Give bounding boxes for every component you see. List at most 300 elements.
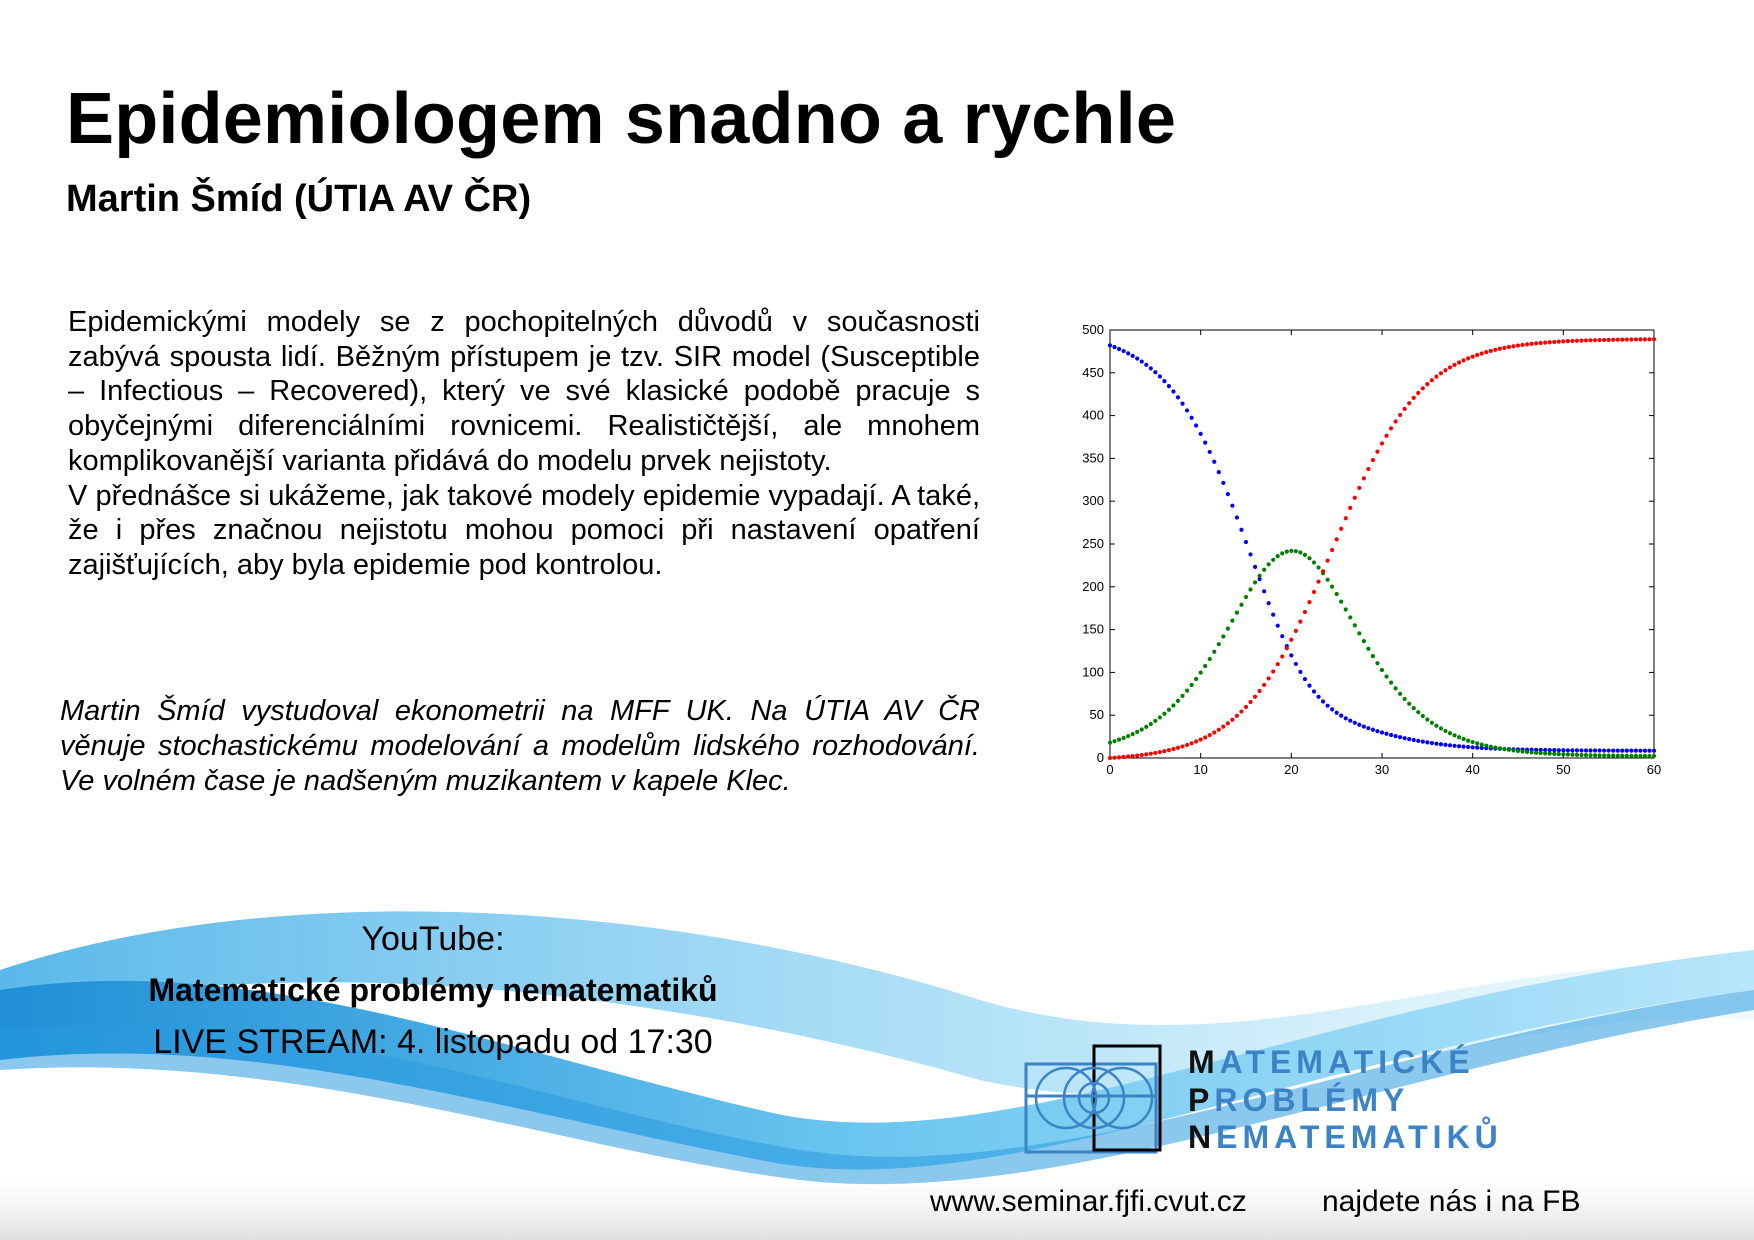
data-point-i — [1258, 574, 1262, 578]
data-point-r — [1285, 646, 1289, 650]
data-point-i — [1199, 671, 1203, 675]
data-point-r — [1108, 756, 1112, 760]
x-tick-label: 30 — [1374, 762, 1390, 777]
data-point-i — [1171, 703, 1175, 707]
data-point-s — [1588, 748, 1592, 752]
data-point-s — [1108, 343, 1112, 347]
x-tick-label: 10 — [1193, 762, 1208, 777]
data-point-i — [1235, 611, 1239, 615]
data-point-i — [1502, 747, 1506, 751]
data-point-i — [1462, 737, 1466, 741]
data-point-r — [1348, 506, 1352, 510]
data-point-i — [1412, 706, 1416, 710]
data-point-r — [1416, 391, 1420, 395]
data-point-i — [1153, 719, 1157, 723]
data-point-r — [1425, 382, 1429, 386]
data-point-r — [1321, 569, 1325, 573]
data-point-i — [1561, 752, 1565, 756]
data-point-r — [1248, 700, 1252, 704]
data-point-i — [1430, 721, 1434, 725]
data-point-r — [1557, 340, 1561, 344]
data-point-s — [1217, 470, 1221, 474]
y-tick-label: 200 — [1082, 578, 1104, 594]
data-point-i — [1557, 752, 1561, 756]
data-point-r — [1167, 748, 1171, 752]
data-point-r — [1629, 337, 1633, 341]
data-point-i — [1588, 753, 1592, 757]
data-point-r — [1203, 735, 1207, 739]
data-point-i — [1525, 750, 1529, 754]
data-point-s — [1380, 730, 1384, 734]
data-point-i — [1543, 751, 1547, 755]
youtube-channel-name: Matematické problémy nematematiků — [148, 972, 718, 1008]
x-tick-label: 20 — [1284, 762, 1299, 777]
data-point-i — [1253, 580, 1257, 584]
data-point-s — [1412, 738, 1416, 742]
data-point-s — [1357, 723, 1361, 727]
data-point-r — [1267, 676, 1271, 680]
data-point-s — [1593, 748, 1597, 752]
data-point-r — [1149, 752, 1153, 756]
data-point-i — [1530, 750, 1534, 754]
y-tick-label: 500 — [1082, 322, 1104, 337]
data-point-s — [1307, 684, 1311, 688]
data-point-r — [1253, 695, 1257, 699]
abstract-paragraph-1: Epidemickými modely se z pochopitelných důvodů v současnosti zabývá spousta lidí. Běžným přístupem je tzv. SIR model (Susceptible – Infectious – Recovered), který ve své klasické podobě pracuje s obyčejnými diferenciálními rovnicemi. Realističtější, ale mnohem komplikovanější varianta přidává do modelu prvek nejistoty. — [68, 306, 980, 477]
data-point-i — [1416, 710, 1420, 714]
data-point-i — [1348, 615, 1352, 619]
data-point-s — [1158, 374, 1162, 378]
data-point-i — [1407, 702, 1411, 706]
data-point-i — [1162, 712, 1166, 716]
data-point-i — [1507, 748, 1511, 752]
data-point-r — [1602, 338, 1606, 342]
data-point-r — [1566, 339, 1570, 343]
data-point-i — [1140, 727, 1144, 731]
x-tick-label: 60 — [1646, 762, 1662, 777]
data-point-s — [1457, 744, 1461, 748]
data-point-s — [1144, 363, 1148, 367]
data-point-r — [1575, 339, 1579, 343]
plot-frame — [1110, 330, 1654, 758]
data-point-r — [1480, 351, 1484, 355]
data-point-r — [1407, 401, 1411, 405]
data-point-i — [1425, 717, 1429, 721]
data-point-r — [1289, 638, 1293, 642]
data-point-r — [1140, 753, 1144, 757]
data-point-s — [1557, 748, 1561, 752]
data-point-r — [1475, 353, 1479, 357]
y-tick-label: 150 — [1082, 621, 1104, 637]
data-point-i — [1149, 722, 1153, 726]
data-point-r — [1448, 365, 1452, 369]
data-point-i — [1167, 708, 1171, 712]
data-point-i — [1380, 668, 1384, 672]
data-point-r — [1430, 378, 1434, 382]
data-point-i — [1285, 550, 1289, 554]
data-point-r — [1543, 340, 1547, 344]
y-tick-label: 400 — [1082, 407, 1104, 423]
data-point-i — [1158, 715, 1162, 719]
data-point-i — [1226, 626, 1230, 630]
data-point-r — [1403, 407, 1407, 411]
data-point-s — [1180, 402, 1184, 406]
data-point-s — [1362, 724, 1366, 728]
data-point-s — [1452, 744, 1456, 748]
data-point-r — [1507, 345, 1511, 349]
data-point-r — [1344, 516, 1348, 520]
data-point-s — [1185, 408, 1189, 412]
data-point-r — [1112, 756, 1116, 760]
data-point-r — [1607, 338, 1611, 342]
data-point-i — [1638, 754, 1642, 758]
data-point-s — [1425, 740, 1429, 744]
data-point-i — [1611, 754, 1615, 758]
data-point-r — [1190, 741, 1194, 745]
data-point-i — [1230, 619, 1234, 623]
data-point-r — [1158, 750, 1162, 754]
data-point-i — [1185, 689, 1189, 693]
data-point-r — [1131, 754, 1135, 758]
data-point-s — [1171, 389, 1175, 393]
data-point-i — [1217, 642, 1221, 646]
data-point-r — [1326, 559, 1330, 563]
data-point-s — [1430, 741, 1434, 745]
data-point-r — [1539, 341, 1543, 345]
data-point-r — [1647, 337, 1651, 341]
data-point-r — [1466, 356, 1470, 360]
logo-initial-m: M — [1188, 1044, 1220, 1080]
data-point-i — [1144, 725, 1148, 729]
data-point-s — [1475, 746, 1479, 750]
data-point-r — [1588, 338, 1592, 342]
data-point-r — [1366, 467, 1370, 471]
data-point-i — [1344, 607, 1348, 611]
data-point-i — [1434, 724, 1438, 728]
data-point-r — [1262, 683, 1266, 687]
data-point-i — [1480, 742, 1484, 746]
data-point-s — [1235, 515, 1239, 519]
data-point-r — [1194, 739, 1198, 743]
data-point-s — [1153, 370, 1157, 374]
data-point-s — [1294, 662, 1298, 666]
data-point-i — [1366, 647, 1370, 651]
data-point-r — [1484, 350, 1488, 354]
data-point-s — [1271, 613, 1275, 617]
data-point-s — [1221, 481, 1225, 485]
data-point-s — [1466, 745, 1470, 749]
data-point-s — [1262, 589, 1266, 593]
data-point-r — [1489, 349, 1493, 353]
data-point-r — [1312, 590, 1316, 594]
data-point-i — [1194, 677, 1198, 681]
data-point-r — [1276, 662, 1280, 666]
data-point-r — [1439, 371, 1443, 375]
data-point-s — [1434, 742, 1438, 746]
data-point-r — [1620, 338, 1624, 342]
data-point-i — [1316, 565, 1320, 569]
data-point-s — [1131, 354, 1135, 358]
data-point-s — [1199, 432, 1203, 436]
data-point-i — [1271, 558, 1275, 562]
data-point-s — [1384, 732, 1388, 736]
data-point-i — [1466, 738, 1470, 742]
data-point-i — [1394, 686, 1398, 690]
data-point-i — [1516, 749, 1520, 753]
data-point-s — [1561, 748, 1565, 752]
data-point-s — [1122, 349, 1126, 353]
data-point-s — [1634, 749, 1638, 753]
data-point-r — [1122, 755, 1126, 759]
data-point-r — [1462, 358, 1466, 362]
data-point-s — [1371, 728, 1375, 732]
data-point-r — [1339, 527, 1343, 531]
data-point-s — [1584, 748, 1588, 752]
data-point-i — [1122, 736, 1126, 740]
data-point-r — [1398, 413, 1402, 417]
data-point-r — [1516, 343, 1520, 347]
data-point-r — [1457, 360, 1461, 364]
data-point-i — [1634, 754, 1638, 758]
data-point-r — [1525, 342, 1529, 346]
data-point-r — [1643, 337, 1647, 341]
data-point-s — [1140, 359, 1144, 363]
data-point-s — [1194, 423, 1198, 427]
data-point-i — [1339, 600, 1343, 604]
data-point-s — [1602, 748, 1606, 752]
y-tick-label: 100 — [1082, 664, 1104, 680]
data-point-i — [1643, 754, 1647, 758]
sir-model-chart — [1060, 310, 1670, 790]
data-point-i — [1298, 550, 1302, 554]
live-stream-date: LIVE STREAM: 4. listopadu od 17:30 — [153, 1023, 713, 1061]
data-point-r — [1162, 749, 1166, 753]
data-point-r — [1271, 669, 1275, 673]
data-point-s — [1280, 634, 1284, 638]
data-point-s — [1321, 699, 1325, 703]
data-point-s — [1375, 729, 1379, 733]
y-tick-label: 0 — [1096, 750, 1104, 765]
data-point-i — [1398, 692, 1402, 696]
data-point-s — [1312, 689, 1316, 693]
data-point-s — [1348, 719, 1352, 723]
data-point-s — [1167, 384, 1171, 388]
data-point-r — [1502, 346, 1506, 350]
data-point-r — [1117, 755, 1121, 759]
data-point-i — [1448, 731, 1452, 735]
data-point-r — [1244, 705, 1248, 709]
data-point-r — [1135, 753, 1139, 757]
data-point-r — [1552, 340, 1556, 344]
logo-text-line-1 — [1188, 1044, 1475, 1081]
data-point-i — [1498, 746, 1502, 750]
data-point-i — [1362, 639, 1366, 643]
data-point-r — [1371, 458, 1375, 462]
data-point-i — [1326, 578, 1330, 582]
page-title: Epidemiologem snadno a rychle — [66, 79, 1177, 159]
data-point-s — [1652, 749, 1656, 753]
speaker-bio: Martin Šmíd vystudoval ekonometrii na MFF UK. Na ÚTIA AV ČR věnuje stochastickému modelování a modelům lidského rozhodování. Ve volném čase je nadšeným muzikantem v kapele Klec. — [60, 695, 980, 797]
data-point-i — [1112, 739, 1116, 743]
data-point-s — [1643, 749, 1647, 753]
data-point-i — [1294, 549, 1298, 553]
data-point-r — [1217, 728, 1221, 732]
data-point-i — [1280, 551, 1284, 555]
data-point-r — [1561, 339, 1565, 343]
data-point-r — [1384, 434, 1388, 438]
data-point-r — [1294, 629, 1298, 633]
data-point-r — [1511, 344, 1515, 348]
data-point-i — [1520, 749, 1524, 753]
data-point-i — [1602, 753, 1606, 757]
data-point-i — [1566, 752, 1570, 756]
data-point-r — [1579, 338, 1583, 342]
facebook-note: najdete nás i na FB — [1322, 1185, 1581, 1218]
data-point-r — [1330, 548, 1334, 552]
data-point-r — [1380, 441, 1384, 445]
data-point-s — [1298, 670, 1302, 674]
data-point-r — [1593, 338, 1597, 342]
data-point-r — [1176, 746, 1180, 750]
data-point-s — [1239, 528, 1243, 532]
data-point-r — [1239, 709, 1243, 713]
data-point-s — [1176, 395, 1180, 399]
data-point-s — [1598, 748, 1602, 752]
data-point-r — [1280, 654, 1284, 658]
data-point-s — [1403, 736, 1407, 740]
data-point-i — [1421, 714, 1425, 718]
data-point-r — [1362, 476, 1366, 480]
data-point-i — [1276, 554, 1280, 558]
data-point-i — [1534, 751, 1538, 755]
data-point-s — [1471, 745, 1475, 749]
data-point-i — [1570, 753, 1574, 757]
data-point-s — [1611, 748, 1615, 752]
data-point-i — [1126, 734, 1130, 738]
data-point-i — [1307, 556, 1311, 560]
data-point-r — [1611, 338, 1615, 342]
data-point-i — [1135, 730, 1139, 734]
data-point-r — [1548, 340, 1552, 344]
data-point-s — [1407, 737, 1411, 741]
data-point-i — [1289, 549, 1293, 553]
data-point-s — [1117, 347, 1121, 351]
data-point-s — [1389, 733, 1393, 737]
data-point-r — [1534, 341, 1538, 345]
data-point-i — [1262, 568, 1266, 572]
data-point-i — [1303, 553, 1307, 557]
data-point-s — [1253, 565, 1257, 569]
data-point-s — [1439, 742, 1443, 746]
data-point-i — [1598, 753, 1602, 757]
data-point-i — [1584, 753, 1588, 757]
data-point-i — [1244, 595, 1248, 599]
data-point-r — [1221, 725, 1225, 729]
data-point-r — [1258, 689, 1262, 693]
data-point-i — [1357, 631, 1361, 635]
data-point-s — [1647, 749, 1651, 753]
data-point-r — [1652, 337, 1656, 341]
data-point-r — [1434, 375, 1438, 379]
data-point-s — [1112, 345, 1116, 349]
data-point-r — [1375, 450, 1379, 454]
data-point-s — [1335, 711, 1339, 715]
data-point-r — [1153, 751, 1157, 755]
logo-text-line-2 — [1188, 1082, 1409, 1119]
data-point-i — [1190, 683, 1194, 687]
data-point-s — [1416, 739, 1420, 743]
data-point-i — [1221, 634, 1225, 638]
data-point-s — [1552, 748, 1556, 752]
data-point-s — [1625, 749, 1629, 753]
data-point-i — [1579, 753, 1583, 757]
data-point-i — [1452, 733, 1456, 737]
data-point-s — [1330, 707, 1334, 711]
data-point-r — [1357, 486, 1361, 490]
data-point-r — [1443, 368, 1447, 372]
data-point-s — [1276, 624, 1280, 628]
logo-text-line-3 — [1188, 1119, 1503, 1156]
data-point-r — [1335, 537, 1339, 541]
data-point-s — [1135, 356, 1139, 360]
website-link[interactable]: www.seminar.fjfi.cvut.cz — [930, 1185, 1247, 1218]
data-point-s — [1203, 441, 1207, 445]
data-point-i — [1616, 754, 1620, 758]
data-point-i — [1475, 741, 1479, 745]
data-point-i — [1511, 748, 1515, 752]
data-point-s — [1421, 740, 1425, 744]
logo-text-rest-3: EMATEMATIKŮ — [1216, 1119, 1503, 1155]
data-point-r — [1226, 721, 1230, 725]
data-point-s — [1620, 749, 1624, 753]
data-point-i — [1203, 664, 1207, 668]
data-point-s — [1126, 351, 1130, 355]
data-point-r — [1171, 747, 1175, 751]
data-point-i — [1335, 592, 1339, 596]
data-point-s — [1289, 653, 1293, 657]
data-point-i — [1539, 751, 1543, 755]
abstract-text — [68, 305, 980, 583]
data-point-s — [1638, 749, 1642, 753]
data-point-r — [1530, 342, 1534, 346]
seminar-logo-icon — [1024, 1042, 1164, 1154]
data-point-s — [1398, 735, 1402, 739]
data-point-s — [1579, 748, 1583, 752]
data-point-r — [1185, 743, 1189, 747]
data-point-i — [1176, 699, 1180, 703]
data-point-s — [1616, 749, 1620, 753]
data-point-r — [1316, 580, 1320, 584]
x-tick-label: 0 — [1106, 762, 1114, 777]
data-point-s — [1316, 695, 1320, 699]
data-point-r — [1199, 737, 1203, 741]
speaker-name: Martin Šmíd (ÚTIA AV ČR) — [66, 178, 532, 220]
data-point-s — [1190, 416, 1194, 420]
data-point-i — [1330, 585, 1334, 589]
data-point-r — [1235, 714, 1239, 718]
x-tick-label: 50 — [1556, 762, 1571, 777]
data-point-r — [1180, 744, 1184, 748]
y-tick-label: 300 — [1082, 493, 1104, 509]
data-point-r — [1634, 337, 1638, 341]
data-point-s — [1326, 704, 1330, 708]
data-point-i — [1575, 753, 1579, 757]
data-point-s — [1448, 743, 1452, 747]
data-point-i — [1443, 729, 1447, 733]
y-tick-label: 450 — [1082, 364, 1104, 380]
data-point-i — [1484, 744, 1488, 748]
data-point-i — [1131, 732, 1135, 736]
